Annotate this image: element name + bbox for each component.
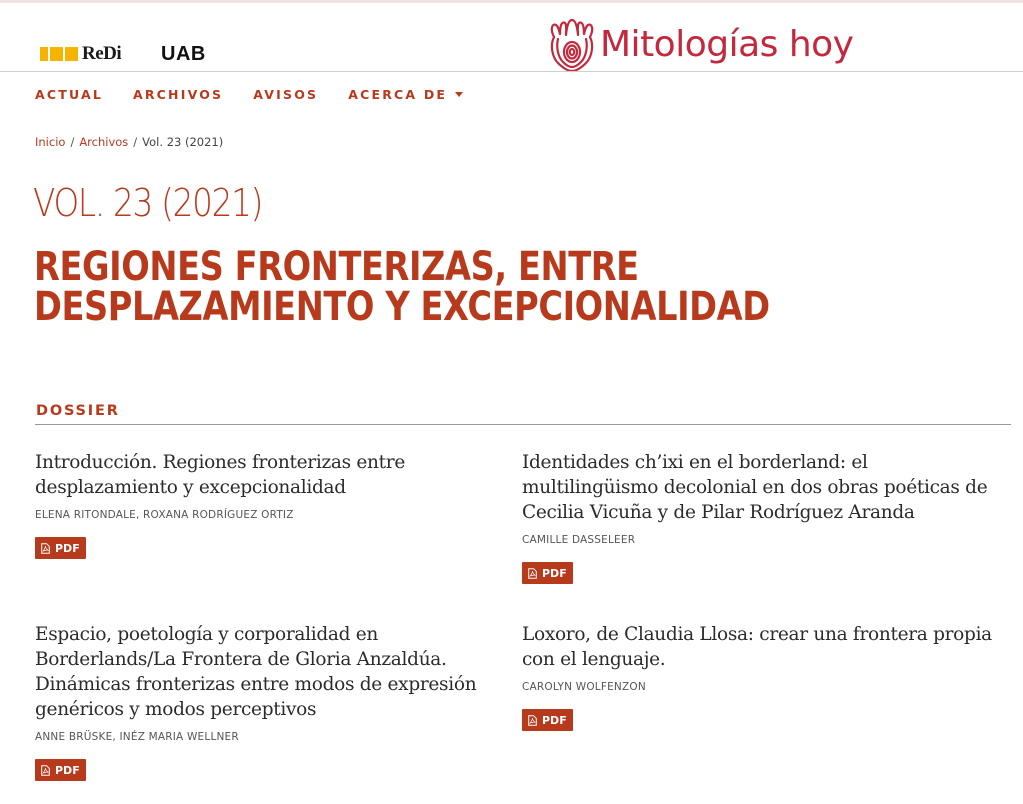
chevron-down-icon xyxy=(455,92,463,97)
issue-volume: VOL. 23 (2021) xyxy=(33,181,263,225)
issue-title xyxy=(34,244,840,330)
article-title[interactable]: Identidades ch’ixi en el borderland: el multilingüismo decolonial en dos obras poéticas de Cecilia Vicuña y de Pilar Rodríguez Aranda xyxy=(522,452,988,523)
article-item xyxy=(522,450,1002,584)
breadcrumb-current: Vol. 23 (2021) xyxy=(142,135,224,149)
article-title[interactable]: Introducción. Regiones fronterizas entre desplazamiento y excepcionalidad xyxy=(35,452,405,498)
nav-item-archivos[interactable]: ARCHIVOS xyxy=(132,87,224,102)
site-logo[interactable] xyxy=(544,15,854,75)
site-title: Mitologías hoy xyxy=(600,24,854,65)
redi-logo[interactable] xyxy=(40,43,121,65)
redi-logo-text: ReDi xyxy=(82,43,122,64)
article-item xyxy=(35,450,515,559)
breadcrumb-home[interactable]: Inicio xyxy=(35,135,66,149)
nav-item-acerca-de-label: ACERCA DE xyxy=(348,87,448,102)
section-divider xyxy=(35,424,1011,425)
nav-item-avisos[interactable]: AVISOS xyxy=(253,87,319,102)
issue-title-line: DESPLAZAMIENTO Y EXCEPCIONALIDAD xyxy=(34,284,770,330)
pdf-button[interactable] xyxy=(35,759,86,781)
pdf-button[interactable] xyxy=(35,537,86,559)
article-title[interactable]: Espacio, poetología y corporalidad en Borderlands/La Frontera de Gloria Anzaldúa. Dinámicas fronterizas entre modos de expresión genéricos y modos perceptivos xyxy=(35,624,477,720)
pdf-button-label: PDF xyxy=(55,763,80,777)
pdf-button[interactable] xyxy=(522,709,573,731)
breadcrumb-archive[interactable]: Archivos xyxy=(79,135,129,149)
article-item xyxy=(35,622,505,781)
breadcrumb-separator: / xyxy=(133,135,138,149)
pdf-button[interactable] xyxy=(522,562,573,584)
redi-logo-mark xyxy=(40,47,78,61)
header-divider xyxy=(0,71,1023,72)
article-authors: CAMILLE DASSELEER xyxy=(522,534,636,546)
issue-title-line: REGIONES FRONTERIZAS, ENTRE xyxy=(34,244,639,290)
article-item xyxy=(522,622,1002,731)
section-title: DOSSIER xyxy=(36,403,120,419)
article-authors: ELENA RITONDALE, ROXANA RODRÍGUEZ ORTIZ xyxy=(35,509,294,521)
pdf-file-icon xyxy=(528,715,537,726)
pdf-file-icon xyxy=(41,543,50,554)
pdf-button-label: PDF xyxy=(542,566,567,580)
uab-logo[interactable]: UAB xyxy=(161,43,206,65)
main-nav xyxy=(35,87,463,102)
breadcrumb-separator: / xyxy=(70,135,75,149)
article-title[interactable]: Loxoro, de Claudia Llosa: crear una frontera propia con el lenguaje. xyxy=(522,624,992,670)
pdf-file-icon xyxy=(528,568,537,579)
pdf-file-icon xyxy=(41,765,50,776)
pdf-button-label: PDF xyxy=(542,713,567,727)
article-authors: ANNE BRÜSKE, INÉZ MARIA WELLNER xyxy=(35,731,239,743)
pdf-button-label: PDF xyxy=(55,541,80,555)
nav-item-acerca-de[interactable] xyxy=(348,87,463,102)
breadcrumb xyxy=(35,135,223,149)
nav-item-actual[interactable]: ACTUAL xyxy=(35,87,103,102)
hamsa-logo-icon xyxy=(544,15,600,75)
article-authors: CAROLYN WOLFENZON xyxy=(522,681,646,693)
site-header xyxy=(0,3,1023,71)
